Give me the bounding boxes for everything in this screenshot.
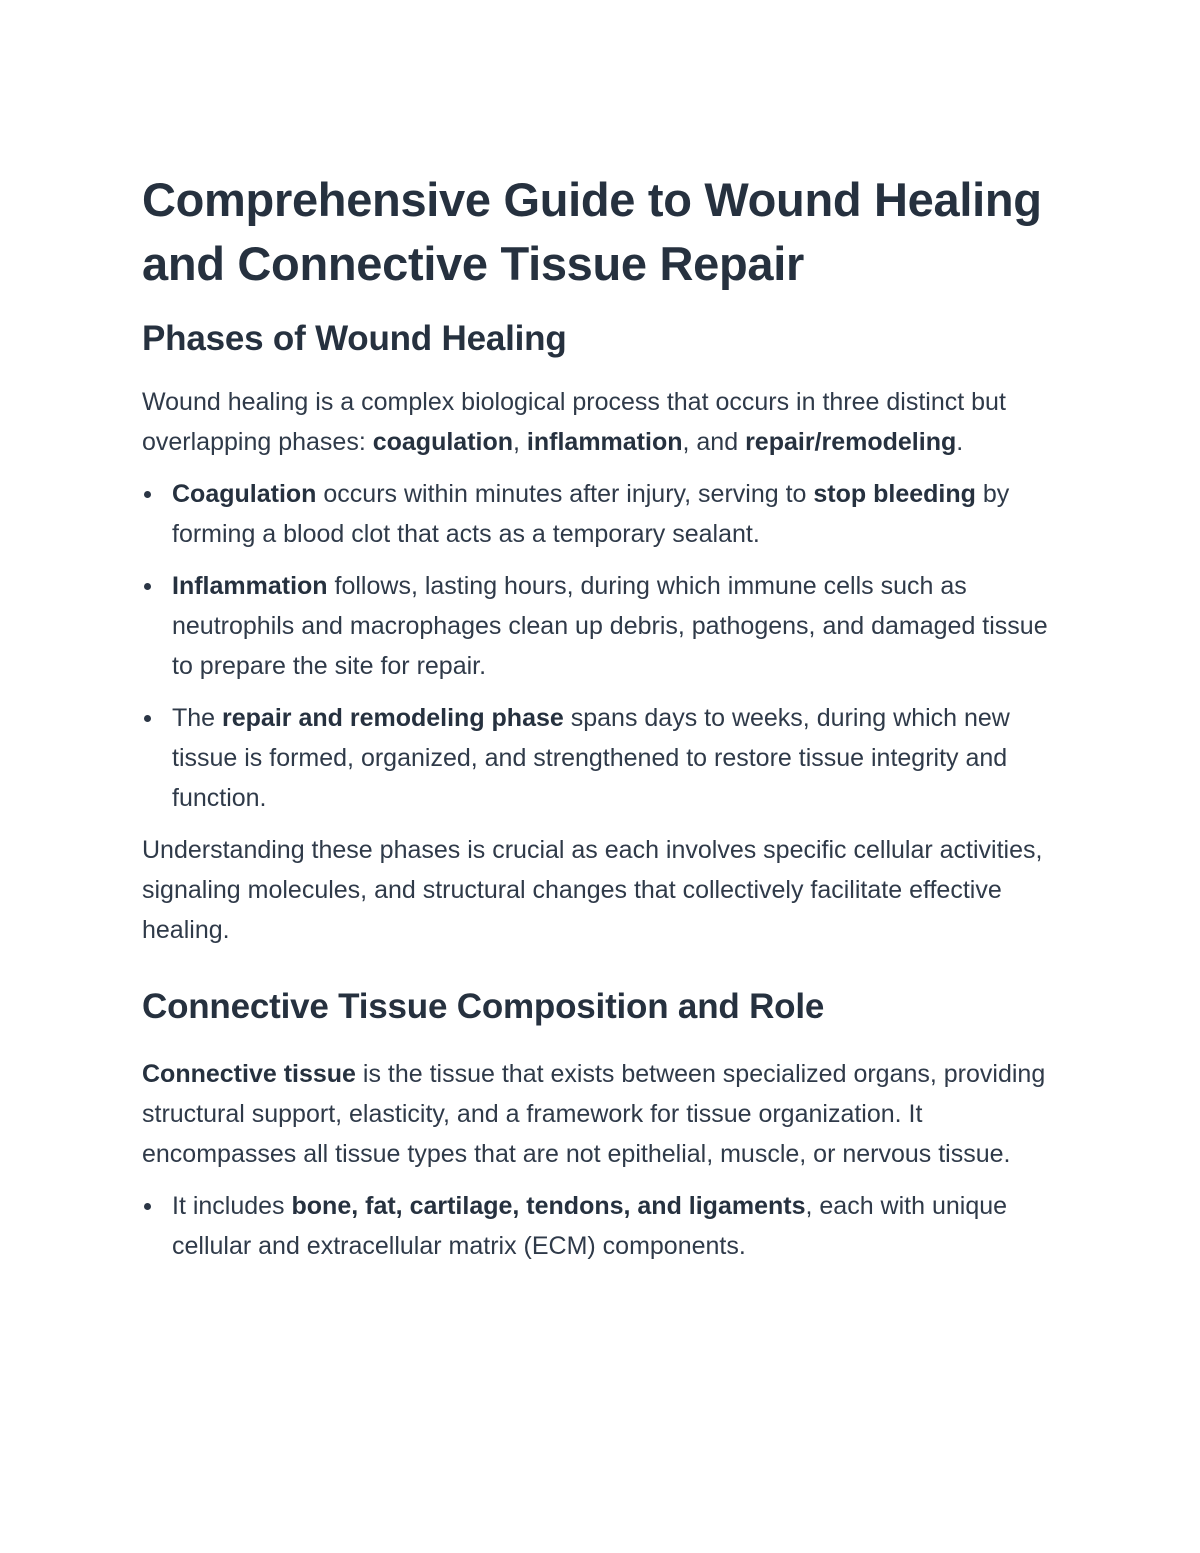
bullet-icon [144, 1203, 151, 1210]
section-heading-connective-tissue: Connective Tissue Composition and Role [142, 987, 825, 1026]
list-item-inflammation [142, 566, 1062, 686]
intro-bold-coagulation: coagulation [372, 428, 514, 456]
phases-intro-paragraph [142, 382, 1062, 462]
bullet-icon [144, 491, 151, 498]
connective-bullet-list [142, 1186, 1062, 1266]
intro-text: is the tissue that exists between specialized organs, providing structural support, elasticity, and a framework for tissue organization. It encompasses all tissue types that are not epithelial, muscle, or nervous tissue. [142, 1060, 1046, 1168]
item-text: spans days to weeks, during which new tissue is formed, organized, and strengthened to restore tissue integrity and function. [172, 704, 1010, 812]
item-text: occurs within minutes after injury, serving to [316, 480, 814, 508]
item-text: , each with unique cellular and extracellular matrix (ECM) components. [172, 1192, 1008, 1260]
section-heading-phases: Phases of Wound Healing [142, 319, 567, 358]
intro-bold-repair: repair/remodeling [745, 428, 957, 456]
list-item-coagulation [142, 474, 1062, 554]
document-title: Comprehensive Guide to Wound Healing and Connective Tissue Repair [142, 173, 1042, 290]
bold-term: bone, fat, cartilage, tendons, and ligaments [291, 1192, 806, 1220]
bold-term: repair and remodeling phase [222, 704, 564, 732]
intro-text: . [956, 428, 964, 456]
bullet-icon [144, 583, 151, 590]
intro-bold-inflammation: inflammation [526, 428, 683, 456]
phases-bullet-list [142, 474, 1062, 818]
bold-term: Connective tissue [142, 1060, 356, 1088]
phases-closing-paragraph: Understanding these phases is crucial as each involves specific cellular activities, signaling molecules, and structural changes that collectively facilitate effective healing. [142, 836, 1043, 944]
intro-text: Wound healing is a complex biological process that occurs in three distinct but overlapping phases: [142, 388, 1006, 456]
item-text: by forming a blood clot that acts as a temporary sealant. [172, 480, 1010, 548]
item-text: The [172, 704, 223, 732]
intro-text: , [513, 428, 527, 456]
bold-term: Inflammation [172, 572, 328, 600]
bullet-icon [144, 715, 151, 722]
list-item-repair [142, 698, 1062, 818]
intro-text: , and [682, 428, 746, 456]
document-page [142, 168, 1062, 1266]
item-text: It includes [172, 1192, 292, 1220]
item-text: follows, lasting hours, during which immune cells such as neutrophils and macrophages clean up debris, pathogens, and damaged tissue to prepare the site for repair. [172, 572, 1048, 680]
bold-term: stop bleeding [813, 480, 976, 508]
bold-term: Coagulation [172, 480, 317, 508]
list-item-includes [142, 1186, 1062, 1266]
connective-intro-paragraph [142, 1054, 1062, 1174]
